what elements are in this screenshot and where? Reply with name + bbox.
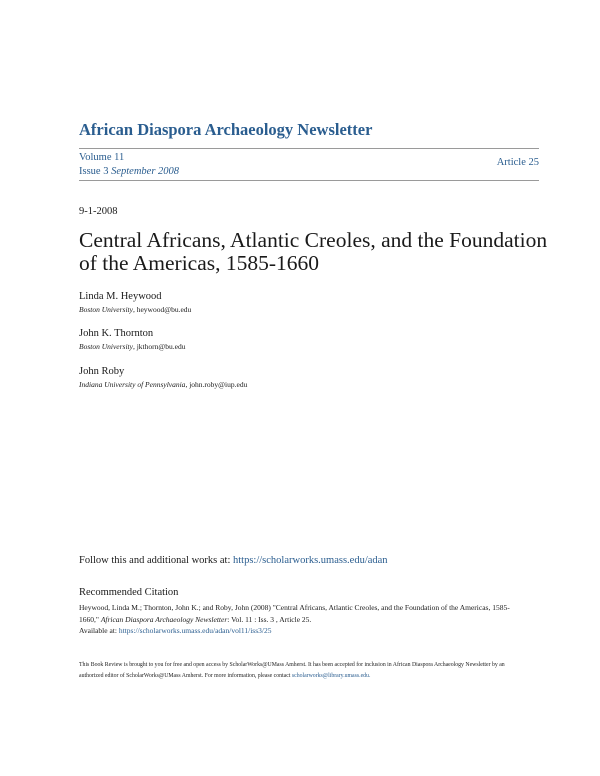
issue-line (79, 165, 179, 179)
follow-line (79, 555, 388, 566)
publication-date: 9-1-2008 (79, 206, 118, 217)
author-institution: Boston University (79, 342, 133, 351)
contact-email-link[interactable]: scholarworks@library.umass.edu. (291, 672, 371, 679)
article-number: Article 25 (496, 157, 539, 168)
author-name: Linda M. Heywood (79, 291, 162, 302)
author-email[interactable]: john.roby@iup.edu (189, 380, 248, 389)
issue-date-link[interactable]: September 2008 (111, 166, 180, 177)
recommended-citation (79, 602, 519, 637)
masthead-bottom-rule (79, 180, 539, 181)
author-affiliation: Boston University, jkthorn@bu.edu (79, 342, 186, 351)
author-block (79, 365, 539, 390)
citation-journal: African Diaspora Archaeology Newsletter (100, 614, 228, 624)
author-name: John K. Thornton (79, 328, 154, 339)
author-institution: Indiana University of Pennsylvania (79, 380, 186, 389)
author-block (79, 327, 539, 352)
citation-volume: : Vol. 11 : Iss. 3 , Article 25. (227, 614, 312, 624)
follow-link[interactable]: https://scholarworks.umass.edu/adan (233, 555, 388, 566)
volume-link[interactable]: Volume 11 (79, 152, 125, 163)
author-email[interactable]: jkthorn@bu.edu (136, 342, 186, 351)
author-affiliation: Indiana University of Pennsylvania, john.roby@iup.edu (79, 380, 248, 389)
access-notice (79, 660, 519, 681)
author-block (79, 290, 539, 315)
citation-link[interactable]: https://scholarworks.umass.edu/adan/vol11/iss3/25 (118, 626, 272, 635)
author-email[interactable]: heywood@bu.edu (136, 305, 192, 314)
author-institution: Boston University (79, 305, 133, 314)
follow-text: Follow this and additional works at: (79, 555, 231, 566)
author-affiliation: Boston University, heywood@bu.edu (79, 305, 192, 314)
notice-text: This Book Review is brought to you for free and open access by ScholarWorks@UMass Amherst. It has been accepted for inclusion in African Diaspora Archaeology Newsletter by an authorized editor of ScholarWorks@UMass Amherst. For more information, please contact (79, 662, 505, 679)
article-title: Central Africans, Atlantic Creoles, and the Foundation of the Americas, 1585-1660 (79, 228, 548, 275)
recommended-citation-heading: Recommended Citation (79, 587, 179, 598)
issue-info (79, 151, 179, 179)
issue-link[interactable]: Issue 3 (79, 166, 109, 177)
available-label: Available at: (79, 626, 117, 635)
citation-text: Heywood, Linda M.; Thornton, John K.; and Roby, John (2008) "Central Africans, Atlantic Creoles, and the Foundation of the Americas, 1585-1660," (79, 603, 510, 624)
journal-title-link[interactable]: African Diaspora Archaeology Newsletter (79, 120, 373, 139)
masthead-top-rule (79, 148, 539, 149)
author-name: John Roby (79, 366, 125, 377)
